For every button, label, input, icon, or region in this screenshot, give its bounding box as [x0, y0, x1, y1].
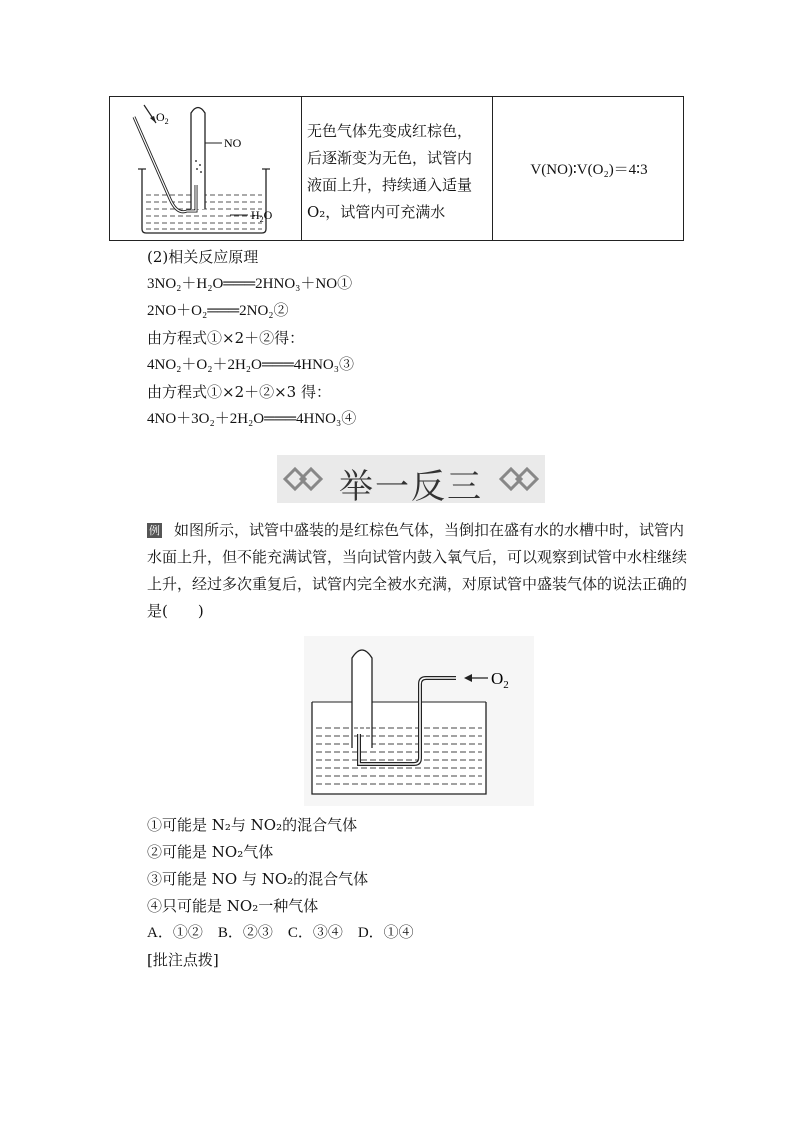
option-3: ③可能是 NO 与 NO₂的混合气体 — [147, 870, 369, 888]
table-divider — [301, 97, 302, 240]
desc-line: 液面上升，持续通入适量 — [307, 176, 473, 194]
equation-2: 2NO＋O₂═══2NO₂② — [147, 303, 289, 319]
annotation-heading: [批注点拨] — [147, 951, 219, 969]
o2-label: $O_2$ — [491, 669, 509, 691]
desc-line: O₂，试管内可充满水 — [307, 203, 446, 221]
volume-ratio: V(NO)∶V(O₂)＝4∶3 — [530, 162, 648, 178]
example-badge: 例 — [149, 524, 160, 537]
table-divider — [492, 97, 493, 240]
option-1: ①可能是 N₂与 NO₂的混合气体 — [147, 816, 358, 834]
equation-1: 3NO₂＋H₂O═══2HNO₃＋NO① — [147, 276, 353, 292]
option-2: ②可能是 NO₂气体 — [147, 843, 274, 861]
equation-4: 4NO＋3O₂＋2H₂O═══4HNO₃④ — [147, 411, 357, 427]
example-question — [147, 517, 687, 625]
section-heading: (2)相关反应原理 — [147, 248, 259, 266]
trough-apparatus-figure — [304, 636, 534, 806]
option-4: ④只可能是 NO₂一种气体 — [147, 897, 319, 915]
table-description — [307, 118, 492, 226]
equation-3: 4NO₂＋O₂＋2H₂O═══4HNO₃③ — [147, 357, 354, 373]
banner-title: 举一反三 — [339, 467, 483, 507]
h2o-label: $H_2O$ — [251, 208, 273, 224]
derivation-step-2: 由方程式①×2＋②×3 得： — [147, 383, 331, 401]
desc-line: 无色气体先变成红棕色， — [307, 122, 473, 140]
desc-line: 后逐渐变为无色，试管内 — [307, 149, 473, 167]
example-text: 如图所示，试管中盛装的是红棕色气体，当倒扣在盛有水的水槽中时，试管内水面上升，但不能充满试管，当向试管内鼓入氧气后，可以观察到试管中水柱继续上升，经过多次重复后，试管内完全被水充满，对原试管中盛装气体的说法正确的是( ) — [147, 521, 688, 620]
derivation-step-1: 由方程式①×2＋②得： — [147, 329, 305, 347]
no-label: NO — [224, 136, 242, 150]
diamond-ornament-icon — [491, 467, 539, 491]
no-o2-apparatus-figure — [112, 99, 298, 237]
answer-choices: A．①② B．②③ C．③④ D．①④ — [147, 925, 414, 941]
section-banner — [277, 455, 545, 507]
o2-label: $O_2$ — [156, 110, 169, 126]
